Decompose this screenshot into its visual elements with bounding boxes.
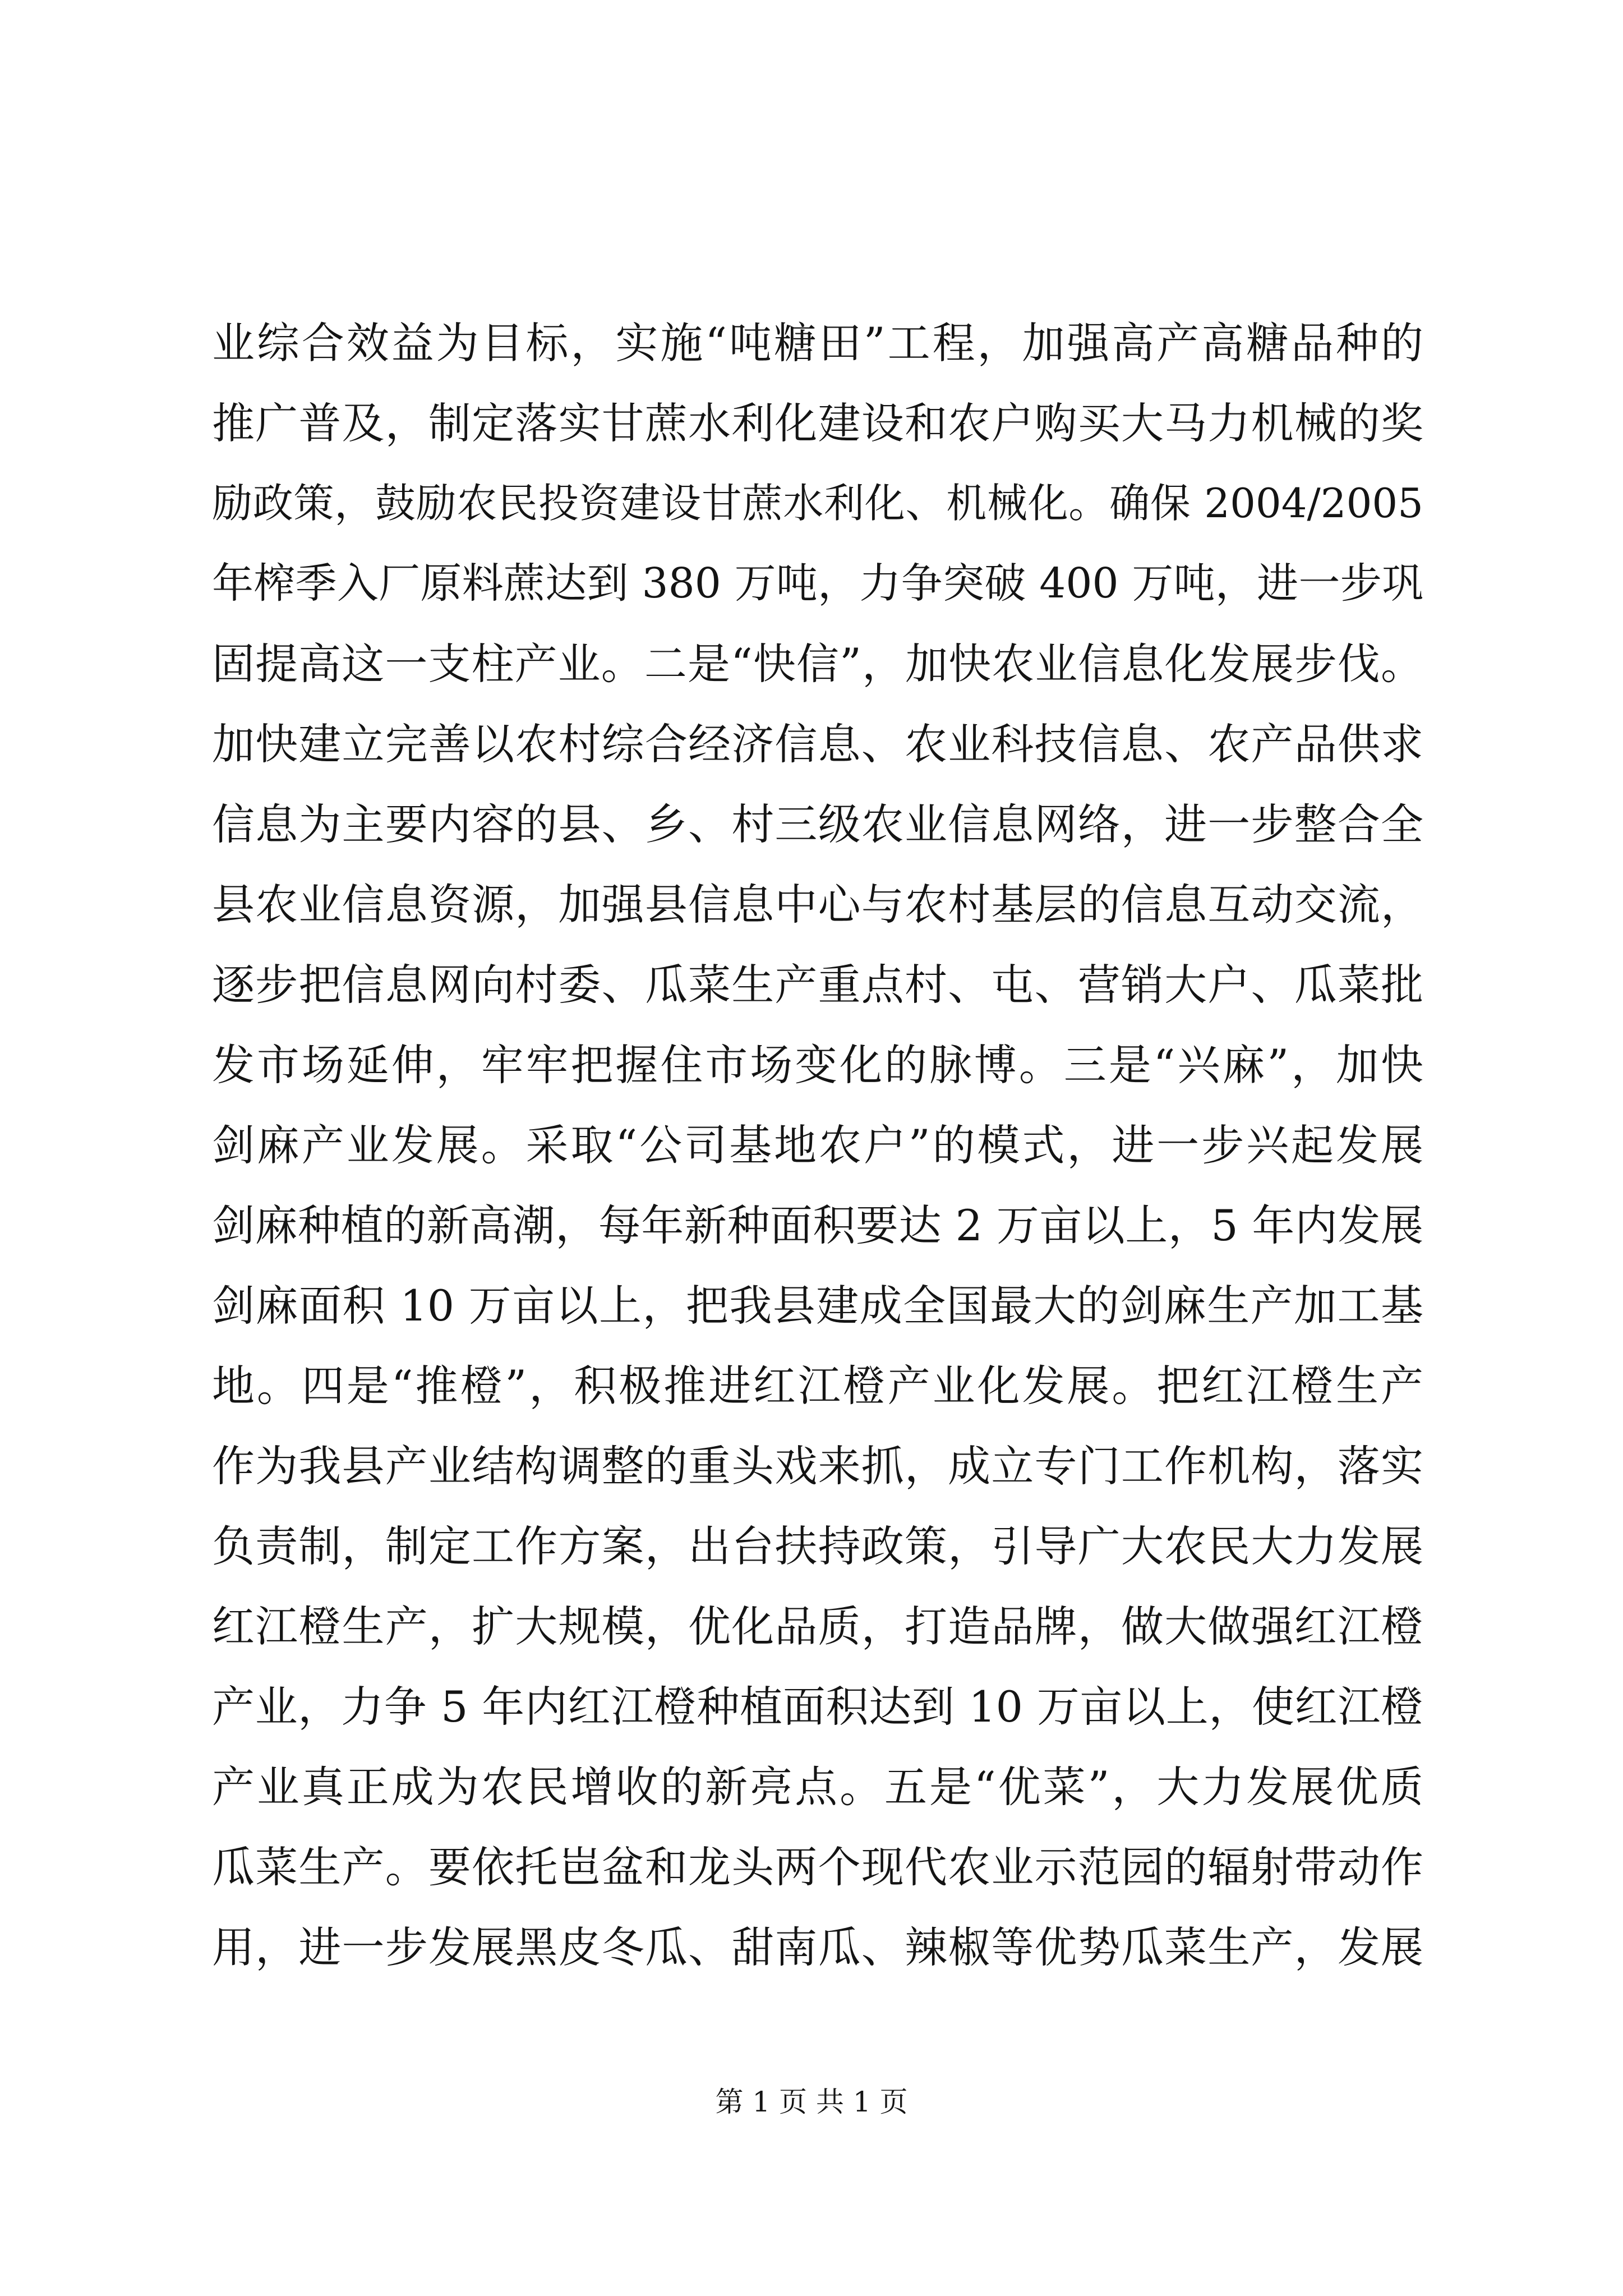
text-line-8: 县农业信息资源，加强县信息中心与农村基层的信息互动交流， xyxy=(212,880,1423,930)
text-line-14: 地。四是“推橙”，积极推进红江橙产业化发展。把红江橙生产 xyxy=(212,1361,1423,1411)
text-line-9: 逐步把信息网向村委、瓜菜生产重点村、屯、营销大户、瓜菜批 xyxy=(212,960,1423,1010)
text-line-10: 发市场延伸，牢牢把握住市场变化的脉博。三是“兴麻”，加快 xyxy=(212,1040,1423,1090)
text-line-12: 剑麻种植的新高潮，每年新种面积要达 2 万亩以上，5 年内发展 xyxy=(212,1200,1423,1250)
page-number-label: 第 1 页 共 1 页 xyxy=(715,2086,908,2118)
text-line-7: 信息为主要内容的县、乡、村三级农业信息网络，进一步整合全 xyxy=(212,799,1423,849)
page-footer xyxy=(0,2082,1623,2122)
text-line-11: 剑麻产业发展。采取“公司基地农户”的模式，进一步兴起发展 xyxy=(212,1120,1423,1170)
text-line-6: 加快建立完善以农村综合经济信息、农业科技信息、农产品供求 xyxy=(212,719,1423,769)
text-line-2: 推广普及，制定落实甘蔗水利化建设和农户购买大马力机械的奖 xyxy=(212,398,1423,448)
text-line-16: 负责制，制定工作方案，出台扶持政策，引导广大农民大力发展 xyxy=(212,1521,1423,1571)
text-line-3: 励政策，鼓励农民投资建设甘蔗水利化、机械化。确保 2004/2005 xyxy=(212,480,1423,527)
text-line-17: 红江橙生产，扩大规模，优化品质，打造品牌，做大做强红江橙 xyxy=(212,1602,1423,1651)
text-line-20: 瓜菜生产。要依托岜盆和龙头两个现代农业示范园的辐射带动作 xyxy=(212,1842,1423,1892)
text-line-19: 产业真正成为农民增收的新亮点。五是“优菜”，大力发展优质 xyxy=(212,1762,1423,1812)
text-line-21: 用，进一步发展黑皮冬瓜、甜南瓜、辣椒等优势瓜菜生产，发展 xyxy=(212,1922,1423,1972)
text-line-1: 业综合效益为目标，实施“吨糖田”工程，加强高产高糖品种的 xyxy=(212,318,1423,368)
text-line-18: 产业，力争 5 年内红江橙种植面积达到 10 万亩以上，使红江橙 xyxy=(212,1682,1423,1732)
text-line-5: 固提高这一支柱产业。二是“快信”，加快农业信息化发展步伐。 xyxy=(212,639,1423,689)
text-line-13: 剑麻面积 10 万亩以上，把我县建成全国最大的剑麻生产加工基 xyxy=(212,1281,1423,1331)
body-text xyxy=(212,303,1423,1987)
text-line-15: 作为我县产业结构调整的重头戏来抓，成立专门工作机构，落实 xyxy=(212,1441,1423,1491)
text-line-4: 年榨季入厂原料蔗达到 380 万吨，力争突破 400 万吨，进一步巩 xyxy=(212,559,1423,608)
